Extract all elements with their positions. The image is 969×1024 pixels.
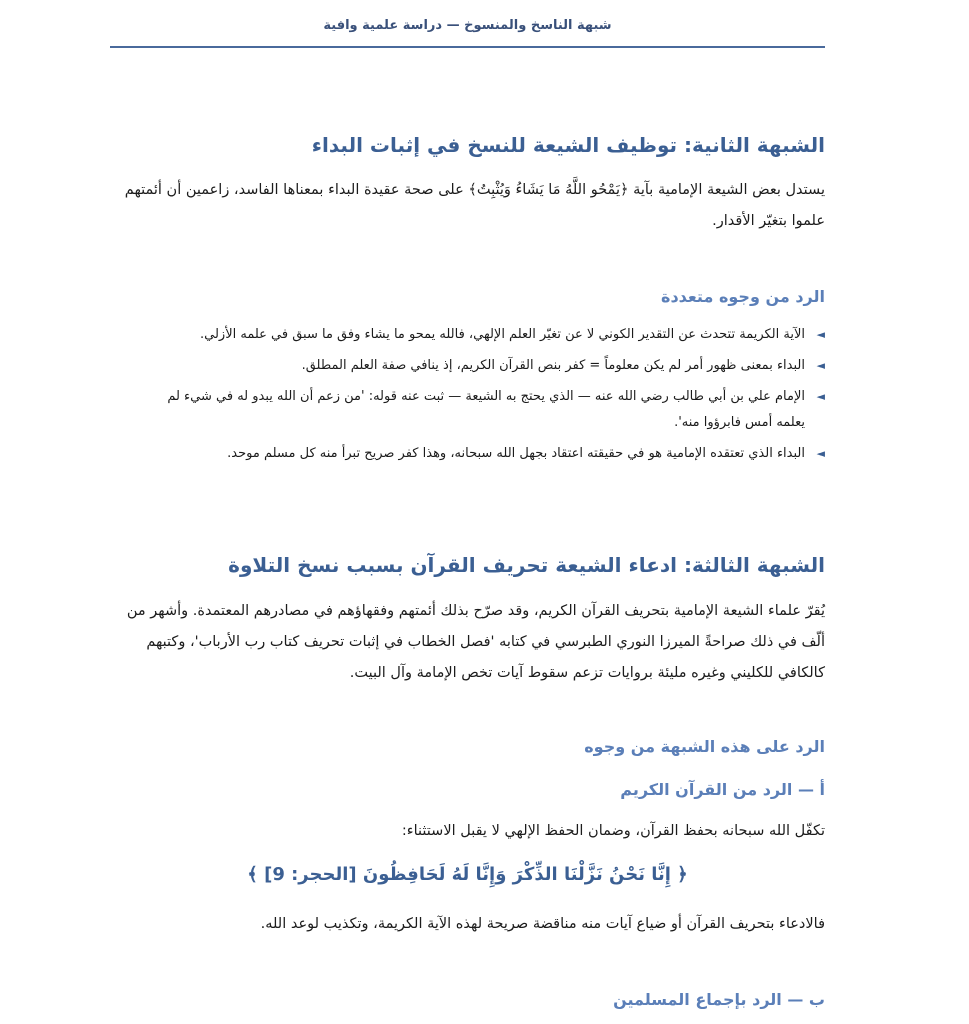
section3-paragraph: يُقرّ علماء الشيعة الإمامية بتحريف القرآن الكريم، وقد صرّح بذلك أئمتهم وفقهاؤهم في مصادرهم المعتمدة. وأشهر من ألّف في ذلك صراحةً الميرزا النوري الطبرسي في كتابه 'فصل الخطاب في إثبات تحريف كتاب رب الأرباب'، وكتبهم كالكافي للكليني وغيره مليئة بروايات تزعم سقوط آيات تخص الإمامة وآل البيت. bbox=[126, 603, 825, 681]
section2-paragraph: يستدل بعض الشيعة الإمامية بآية ﴿يَمْحُو اللَّهُ مَا يَشَاءُ وَيُثْبِتُ﴾ على صحة عقيدة البداء بمعناها الفاسد، زاعمين أن أئمتهم علموا بتغيّر الأقدار. bbox=[124, 182, 825, 229]
list-item-text: الآية الكريمة تتحدث عن التقدير الكوني لا عن تغيّر العلم الإلهي، فالله يمحو ما يشاء وفق ما سبق في علمه الأزلي. bbox=[199, 327, 805, 342]
subsection-a-heading: أ — الرد من القرآن الكريم bbox=[620, 780, 825, 799]
header-rule bbox=[110, 46, 825, 48]
section3-rebuttal-heading: الرد على هذه الشبهة من وجوه bbox=[584, 737, 825, 756]
running-header: شبهة الناسخ والمنسوخ — دراسة علمية وافية bbox=[323, 18, 612, 33]
subsection-b-heading: ب — الرد بإجماع المسلمين bbox=[613, 990, 825, 1009]
subsection-a-intro: تكفّل الله سبحانه بحفظ القرآن، وضمان الحفظ الإلهي لا يقبل الاستثناء: bbox=[401, 823, 825, 839]
section2-rebuttal-heading: الرد من وجوه متعددة bbox=[661, 287, 825, 306]
section3-heading: الشبهة الثالثة: ادعاء الشيعة تحريف القرآن بسبب نسخ التلاوة bbox=[228, 553, 825, 577]
list-item bbox=[160, 384, 825, 436]
bullet-arrow-icon: ◄ bbox=[816, 359, 825, 372]
quran-verse: ﴿ إِنَّا نَحْنُ نَزَّلْنَا الذِّكْرَ وَإِنَّا لَهُ لَحَافِظُونَ [الحجر: 9] ﴾ bbox=[247, 864, 688, 885]
list-item bbox=[160, 353, 825, 379]
bullet-arrow-icon: ◄ bbox=[816, 328, 825, 341]
list-item bbox=[160, 322, 825, 348]
bullet-arrow-icon: ◄ bbox=[816, 390, 825, 403]
rebuttal-list bbox=[160, 322, 825, 472]
list-item-text: الإمام علي بن أبي طالب رضي الله عنه — الذي يحتج به الشيعة — ثبت عنه قوله: 'من زعم أن الله يبدو له في شيء لم يعلمه أمس فابرؤوا منه'. bbox=[167, 389, 805, 430]
list-item-text: البداء الذي تعتقده الإمامية هو في حقيقته اعتقاد بجهل الله سبحانه، وهذا كفر صريح تبرأ منه كل مسلم موحد. bbox=[227, 446, 805, 461]
list-item-text: البداء بمعنى ظهور أمر لم يكن معلوماً = كفر بنص القرآن الكريم، إذ ينافي صفة العلم المطلق. bbox=[301, 358, 805, 373]
bullet-arrow-icon: ◄ bbox=[816, 447, 825, 460]
section2-heading: الشبهة الثانية: توظيف الشيعة للنسخ في إثبات البداء bbox=[311, 133, 825, 157]
list-item bbox=[160, 441, 825, 467]
subsection-a-conclusion: فالادعاء بتحريف القرآن أو ضياع آيات منه مناقضة صريحة لهذه الآية الكريمة، وتكذيب لوعد الله. bbox=[260, 916, 825, 932]
